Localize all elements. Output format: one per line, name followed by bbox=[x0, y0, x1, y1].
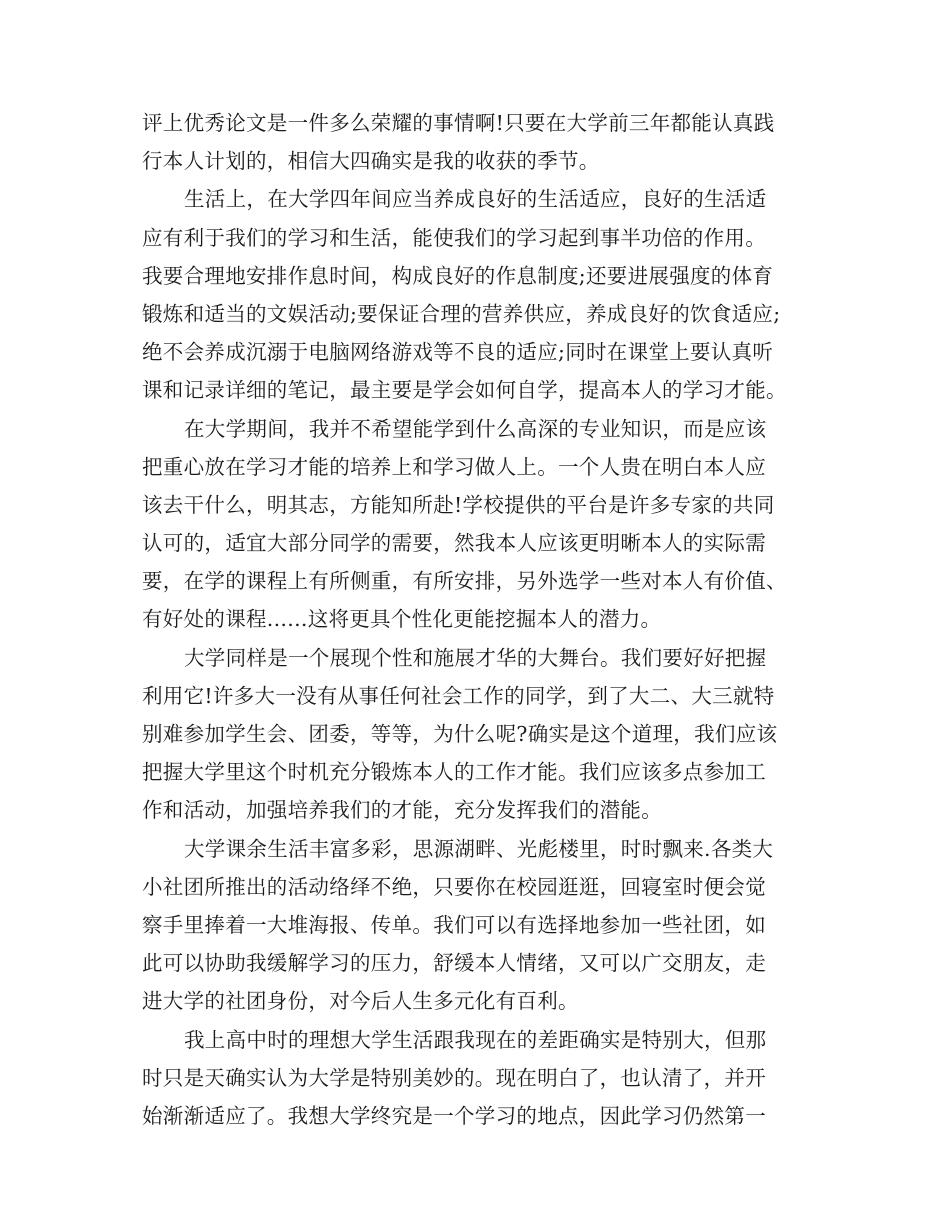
text-line: 把重心放在学习才能的培养上和学习做人上。一个人贵在明白本人应 bbox=[142, 454, 766, 479]
text-line: 锻炼和适当的文娱活动;要保证合理的营养供应，养成良好的饮食适应; bbox=[142, 301, 781, 326]
paragraph-first-line: 生活上，在大学四年间应当养成良好的生活适应，良好的生活适 bbox=[184, 187, 767, 212]
text-line: 始渐渐适应了。我想大学终究是一个学习的地点，因此学习仍然第一 bbox=[142, 1103, 766, 1128]
text-line: 评上优秀论文是一件多么荣耀的事情啊!只要在大学前三年都能认真践 bbox=[142, 111, 775, 135]
text-line: 课和记录详细的笔记，最主要是学会如何自学，提高本人的学习才能。 bbox=[142, 378, 787, 403]
text-line: 时只是天确实认为大学是特别美妙的。现在明白了，也认清了，并开 bbox=[142, 1065, 766, 1090]
text-line: 该去干什么，明其志，方能知所赴!学校提供的平台是许多专家的共同 bbox=[142, 492, 775, 517]
text-line: 要，在学的课程上有所侧重，有所安排，另外选学一些对本人有价值、 bbox=[142, 569, 787, 594]
text-line: 绝不会养成沉溺于电脑网络游戏等不良的适应;同时在课堂上要认真听 bbox=[142, 340, 774, 365]
text-line: 别难参加学生会、团委，等等，为什么呢?确实是这个道理，我们应该 bbox=[142, 722, 778, 746]
text-line: 行本人计划的，相信大四确实是我的收获的季节。 bbox=[142, 149, 600, 174]
paragraph-first-line: 大学课余生活丰富多彩，思源湖畔、光彪楼里，时时飘来.各类大 bbox=[184, 836, 774, 861]
text-line: 利用它!许多大一没有从事任何社会工作的同学，到了大二、大三就特 bbox=[142, 683, 775, 708]
text-line: 此可以协助我缓解学习的压力，舒缓本人情绪，又可以广交朋友，走 bbox=[142, 951, 766, 976]
paragraph-first-line: 大学同样是一个展现个性和施展才华的大舞台。我们要好好把握 bbox=[184, 645, 767, 670]
text-line: 察手里捧着一大堆海报、传单。我们可以有选择地参加一些社团，如 bbox=[142, 912, 766, 937]
text-line: 有好处的课程......这将更具个性化更能挖掘本人的潜力。 bbox=[142, 607, 662, 632]
paragraph-first-line: 我上高中时的理想大学生活跟我现在的差距确实是特别大，但那 bbox=[184, 1027, 767, 1052]
text-line: 小社团所推出的活动络绎不绝，只要你在校园逛逛，回寝室时便会觉 bbox=[142, 874, 766, 899]
text-line: 我要合理地安排作息时间，构成良好的作息制度;还要进展强度的体育 bbox=[142, 263, 774, 288]
text-line: 进大学的社团身份，对今后人生多元化有百利。 bbox=[142, 989, 579, 1014]
text-line: 把握大学里这个时机充分锻炼本人的工作才能。我们应该多点参加工 bbox=[142, 760, 766, 785]
text-line: 应有利于我们的学习和生活，能使我们的学习起到事半功倍的作用。 bbox=[142, 225, 766, 250]
text-line: 认可的，适宜大部分同学的需要，然我本人应该更明晰本人的实际需 bbox=[142, 531, 766, 556]
paragraph-first-line: 在大学期间，我并不希望能学到什么高深的专业知识，而是应该 bbox=[184, 416, 767, 441]
text-line: 作和活动，加强培养我们的才能，充分发挥我们的潜能。 bbox=[142, 798, 662, 823]
document-body bbox=[142, 104, 822, 1135]
